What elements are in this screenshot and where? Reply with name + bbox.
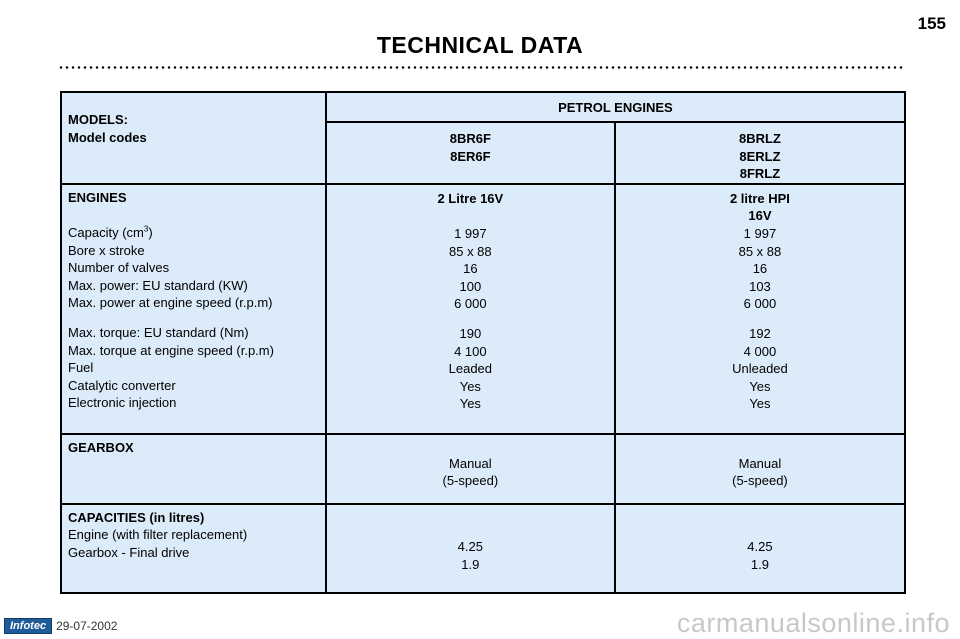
value: 4.25 — [747, 539, 773, 555]
value: 16 — [752, 261, 768, 277]
engine-name: 2 litre HPI — [729, 190, 790, 206]
engines-labels-cell — [61, 184, 326, 434]
value: 16 — [463, 261, 478, 277]
value: 100 — [459, 278, 482, 294]
col1-capacities-cell — [326, 504, 615, 593]
max-power-speed-label: Max. power at engine speed (r.p.m) — [68, 295, 273, 311]
model-code: 8ERLZ — [739, 148, 781, 164]
page-title: TECHNICAL DATA — [376, 32, 584, 58]
gearbox-oil-label: Gearbox - Final drive — [68, 544, 190, 560]
value: 103 — [749, 278, 771, 294]
catalytic-label: Catalytic converter — [68, 377, 176, 393]
value: Manual — [738, 455, 782, 471]
injection-label: Electronic injection — [68, 395, 177, 411]
engine-name: 2 Litre 16V — [437, 190, 504, 206]
col1-gearbox-cell — [326, 434, 615, 504]
footer — [4, 618, 117, 634]
infotec-logo: Infotec — [4, 618, 52, 634]
capacity-label: Capacity $(cm^3)$ — [68, 224, 153, 240]
dotted-divider — [58, 66, 904, 69]
model-code: 8BR6F — [449, 131, 491, 146]
value: (5-speed) — [442, 473, 499, 489]
capacities-label: CAPACITIES (in litres) — [68, 509, 205, 525]
col2-gearbox-cell — [615, 434, 905, 504]
value: 85 x 88 — [449, 243, 492, 259]
engine-name: 16V — [748, 208, 772, 224]
value: Yes — [749, 396, 771, 412]
model-code: 8FRLZ — [739, 166, 781, 182]
value: 85 x 88 — [738, 243, 782, 259]
value: Yes — [459, 396, 481, 412]
engine-oil-label: Engine (with filter replacement) — [68, 527, 248, 543]
value: 4 000 — [743, 343, 777, 359]
max-torque-label: Max. torque: EU standard (Nm) — [68, 324, 249, 340]
value: Yes — [749, 378, 771, 394]
gearbox-label: GEARBOX — [68, 439, 134, 455]
engines-label: ENGINES — [68, 189, 127, 205]
model-code: 8ER6F — [450, 148, 491, 164]
models-cell — [61, 92, 326, 184]
value: 1.9 — [750, 556, 769, 572]
col1-engine-cell — [326, 184, 615, 434]
petrol-engines-header: PETROL ENGINES — [326, 92, 905, 122]
page-number: 155 — [917, 14, 946, 33]
value: 4 100 — [454, 343, 487, 359]
gearbox-label-cell — [61, 434, 326, 504]
value: Unleaded — [732, 361, 788, 377]
watermark: carmanualsonline.info — [676, 608, 950, 638]
value: 1 997 — [454, 225, 487, 241]
value: Leaded — [448, 361, 493, 377]
value: Manual — [449, 455, 492, 471]
value: 190 — [459, 325, 482, 341]
model-codes-label: Model codes — [68, 129, 147, 145]
technical-data-table — [60, 91, 906, 594]
col2-model-codes — [615, 122, 905, 184]
models-label: MODELS: — [68, 112, 128, 127]
value: 1.9 — [461, 556, 480, 572]
max-torque-speed-label: Max. torque at engine speed (r.p.m) — [68, 342, 274, 358]
max-power-label: Max. power: EU standard (KW) — [68, 277, 248, 293]
col2-engine-cell — [615, 184, 905, 434]
value: (5-speed) — [732, 473, 788, 489]
value: 6 000 — [743, 296, 777, 312]
value: 192 — [749, 325, 771, 341]
value: 1 997 — [743, 225, 777, 241]
valves-label: Number of valves — [68, 260, 170, 276]
col2-capacities-cell — [615, 504, 905, 593]
footer-date: 29-07-2002 — [56, 619, 118, 633]
model-code: 8BRLZ — [739, 131, 781, 146]
value: 6 000 — [454, 296, 487, 312]
bore-stroke-label: Bore x stroke — [68, 242, 145, 258]
capacities-label-cell — [61, 504, 326, 593]
col1-model-codes — [326, 122, 615, 184]
value: Yes — [459, 378, 481, 394]
fuel-label: Fuel — [68, 360, 94, 376]
value: 4.25 — [457, 539, 483, 555]
